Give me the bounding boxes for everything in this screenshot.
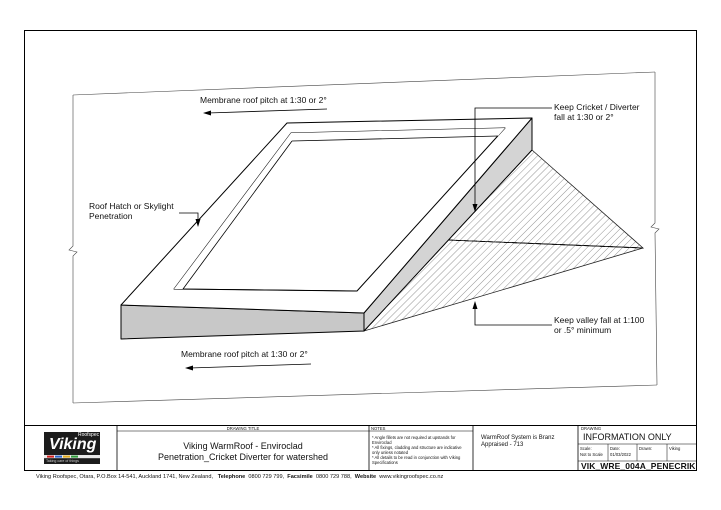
logo-brand-small: Roofspec [78, 432, 100, 438]
drawing-title-header: DRAWING TITLE [226, 426, 260, 431]
drawn-value: Viking [669, 446, 681, 451]
label-hatch-line1: Roof Hatch or Skylight [89, 201, 174, 211]
label-membrane-pitch-bottom: Membrane roof pitch at 1:30 or 2° [181, 349, 308, 359]
upstand-inner-left-wall [174, 133, 292, 289]
appraisal-line2: Appraised - 713 [481, 442, 524, 448]
drawing-title-line1: Viking WarmRoof - Enviroclad [183, 441, 303, 451]
status-label: INFORMATION ONLY [583, 432, 672, 442]
label-valley-line2: or .5° minimum [554, 325, 612, 335]
note-item: * All fixings, cladding and structure are indicative only unless notated [372, 445, 462, 455]
arrow-pitch-bottom [185, 364, 311, 371]
label-cricket-line1: Keep Cricket / Diverter [554, 102, 640, 112]
logo-tagline: Taking care of things [46, 458, 79, 463]
label-cricket-line2: fall at 1:30 or 2° [554, 112, 614, 122]
note-item: * All details to be read in conjunction with Viking Specifications [372, 455, 461, 465]
footer-telephone-value: 0800 729 799, [248, 474, 285, 480]
notes-header: NOTES [371, 426, 386, 431]
logo-brand: Viking [49, 436, 97, 453]
footer-telephone-label: Telephone [217, 474, 246, 480]
leader-valley [473, 301, 553, 325]
footer-address: Viking Roofspec, Otara, P.O.Box 14-541, Auckland 1741, New Zealand, [36, 474, 214, 480]
label-valley-line1: Keep valley fall at 1:100 [554, 315, 645, 325]
scale-label: Scale: [580, 446, 592, 451]
date-label: Date: [610, 446, 621, 451]
scale-value: Not to Scale [580, 452, 603, 457]
footer-website-label: Website [354, 474, 377, 480]
appraisal-line1: WarmRoof System is Branz [481, 435, 555, 441]
label-hatch-line2: Penetration [89, 211, 133, 221]
date-value: 01/03/2022 [610, 452, 631, 457]
footer-website-value[interactable]: www.vikingroofspec.co.nz [379, 474, 444, 480]
drawing-number: VIK_WRE_004A_PENECRIK [581, 461, 696, 471]
drawing-title-line2: Penetration_Cricket Diverter for watershed [157, 452, 329, 462]
footer [36, 474, 443, 481]
drawing-header: DRAWING [581, 426, 602, 431]
arrow-pitch-top [203, 109, 327, 116]
label-membrane-pitch-top: Membrane roof pitch at 1:30 or 2° [200, 95, 327, 105]
footer-facsimile-value: 0800 729 788, [315, 474, 352, 480]
drawn-label: Drawn: [639, 446, 653, 451]
footer-facsimile-label: Facsimile [287, 474, 313, 480]
note-item: * Angle fillets are not required at upstands for Enviroclad [372, 435, 456, 445]
